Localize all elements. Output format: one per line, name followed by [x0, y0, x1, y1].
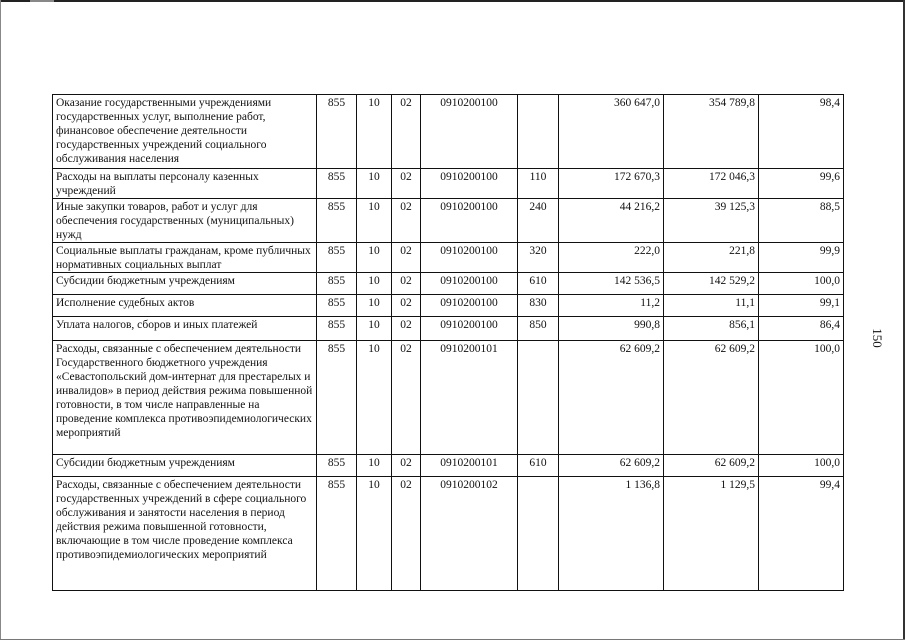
cell-target-article: 0910200100	[421, 169, 518, 199]
cell-planned-amount: 142 536,5	[559, 273, 664, 295]
cell-expense-type	[518, 95, 559, 169]
cell-actual-amount: 62 609,2	[664, 455, 759, 477]
cell-name: Субсидии бюджетным учреждениям	[53, 455, 317, 477]
cell-target-article: 0910200102	[421, 477, 518, 591]
cell-execution-percent: 99,1	[759, 295, 844, 317]
table-row	[53, 243, 844, 273]
cell-expense-type	[518, 341, 559, 455]
cell-actual-amount: 221,8	[664, 243, 759, 273]
table-row	[53, 477, 844, 591]
cell-target-article: 0910200101	[421, 455, 518, 477]
cell-target-article: 0910200100	[421, 317, 518, 341]
cell-name: Социальные выплаты гражданам, кроме публичных нормативных социальных выплат	[53, 243, 317, 273]
cell-name: Расходы, связанные с обеспечением деятельности Государственного бюджетного учреждения «Севастопольский дом-интернат для престарелых и инвалидов» в период действия режима повышенной готовности, в том числе направленные на проведение комплекса противоэпидемиологических мероприятий	[53, 341, 317, 455]
cell-planned-amount: 1 136,8	[559, 477, 664, 591]
cell-gr-code: 855	[317, 169, 357, 199]
cell-planned-amount: 62 609,2	[559, 341, 664, 455]
cell-target-article: 0910200100	[421, 273, 518, 295]
table-row	[53, 295, 844, 317]
cell-subsection-code: 02	[392, 199, 421, 243]
cell-planned-amount: 360 647,0	[559, 95, 664, 169]
cell-gr-code: 855	[317, 199, 357, 243]
cell-execution-percent: 100,0	[759, 341, 844, 455]
cell-subsection-code: 02	[392, 243, 421, 273]
cell-actual-amount: 142 529,2	[664, 273, 759, 295]
table-row	[53, 169, 844, 199]
cell-execution-percent: 98,4	[759, 95, 844, 169]
cell-execution-percent: 100,0	[759, 455, 844, 477]
cell-section-code: 10	[357, 199, 392, 243]
cell-name: Расходы, связанные с обеспечением деятельности государственных учреждений в сфере социального обслуживания и занятости населения в период действия режима повышенной готовности, включающие в том числе проведение комплекса противоэпидемиологических мероприятий	[53, 477, 317, 591]
cell-subsection-code: 02	[392, 95, 421, 169]
cell-gr-code: 855	[317, 317, 357, 341]
cell-target-article: 0910200101	[421, 341, 518, 455]
cell-gr-code: 855	[317, 477, 357, 591]
cell-gr-code: 855	[317, 341, 357, 455]
cell-target-article: 0910200100	[421, 95, 518, 169]
cell-planned-amount: 44 216,2	[559, 199, 664, 243]
cell-planned-amount: 222,0	[559, 243, 664, 273]
cell-section-code: 10	[357, 273, 392, 295]
cell-actual-amount: 11,1	[664, 295, 759, 317]
page-edge-top	[0, 0, 905, 2]
cell-subsection-code: 02	[392, 295, 421, 317]
table-row	[53, 95, 844, 169]
cell-name: Иные закупки товаров, работ и услуг для обеспечения государственных (муниципальных) нужд	[53, 199, 317, 243]
cell-gr-code: 855	[317, 455, 357, 477]
cell-subsection-code: 02	[392, 273, 421, 295]
cell-actual-amount: 62 609,2	[664, 341, 759, 455]
table-row	[53, 455, 844, 477]
cell-subsection-code: 02	[392, 169, 421, 199]
cell-subsection-code: 02	[392, 477, 421, 591]
budget-table	[52, 94, 844, 591]
cell-name: Субсидии бюджетным учреждениям	[53, 273, 317, 295]
cell-name: Уплата налогов, сборов и иных платежей	[53, 317, 317, 341]
cell-section-code: 10	[357, 169, 392, 199]
cell-expense-type: 850	[518, 317, 559, 341]
cell-target-article: 0910200100	[421, 243, 518, 273]
cell-expense-type: 830	[518, 295, 559, 317]
cell-execution-percent: 99,6	[759, 169, 844, 199]
table-row	[53, 273, 844, 295]
cell-planned-amount: 172 670,3	[559, 169, 664, 199]
cell-gr-code: 855	[317, 295, 357, 317]
cell-execution-percent: 88,5	[759, 199, 844, 243]
cell-actual-amount: 1 129,5	[664, 477, 759, 591]
table-row	[53, 199, 844, 243]
cell-target-article: 0910200100	[421, 295, 518, 317]
cell-section-code: 10	[357, 477, 392, 591]
page-edge-mark	[30, 0, 54, 2]
cell-name: Исполнение судебных актов	[53, 295, 317, 317]
table-row	[53, 341, 844, 455]
cell-expense-type	[518, 477, 559, 591]
cell-planned-amount: 62 609,2	[559, 455, 664, 477]
cell-gr-code: 855	[317, 95, 357, 169]
cell-actual-amount: 39 125,3	[664, 199, 759, 243]
cell-execution-percent: 99,9	[759, 243, 844, 273]
cell-subsection-code: 02	[392, 455, 421, 477]
cell-name: Оказание государственными учреждениями государственных услуг, выполнение работ, финансовое обеспечение деятельности государственных учреждений социального обслуживания населения	[53, 95, 317, 169]
cell-expense-type: 610	[518, 273, 559, 295]
cell-target-article: 0910200100	[421, 199, 518, 243]
cell-execution-percent: 99,4	[759, 477, 844, 591]
cell-gr-code: 855	[317, 243, 357, 273]
cell-expense-type: 320	[518, 243, 559, 273]
page-edge-left	[0, 0, 1, 640]
cell-section-code: 10	[357, 243, 392, 273]
cell-section-code: 10	[357, 295, 392, 317]
cell-name: Расходы на выплаты персоналу казенных учреждений	[53, 169, 317, 199]
cell-planned-amount: 11,2	[559, 295, 664, 317]
cell-section-code: 10	[357, 317, 392, 341]
cell-subsection-code: 02	[392, 317, 421, 341]
cell-execution-percent: 86,4	[759, 317, 844, 341]
cell-planned-amount: 990,8	[559, 317, 664, 341]
cell-subsection-code: 02	[392, 341, 421, 455]
cell-actual-amount: 856,1	[664, 317, 759, 341]
cell-expense-type: 110	[518, 169, 559, 199]
cell-section-code: 10	[357, 341, 392, 455]
cell-actual-amount: 172 046,3	[664, 169, 759, 199]
cell-section-code: 10	[357, 95, 392, 169]
table-body	[53, 95, 844, 591]
cell-expense-type: 240	[518, 199, 559, 243]
cell-actual-amount: 354 789,8	[664, 95, 759, 169]
cell-execution-percent: 100,0	[759, 273, 844, 295]
page-number: 150	[870, 328, 885, 348]
table-row	[53, 317, 844, 341]
cell-gr-code: 855	[317, 273, 357, 295]
cell-section-code: 10	[357, 455, 392, 477]
cell-expense-type: 610	[518, 455, 559, 477]
